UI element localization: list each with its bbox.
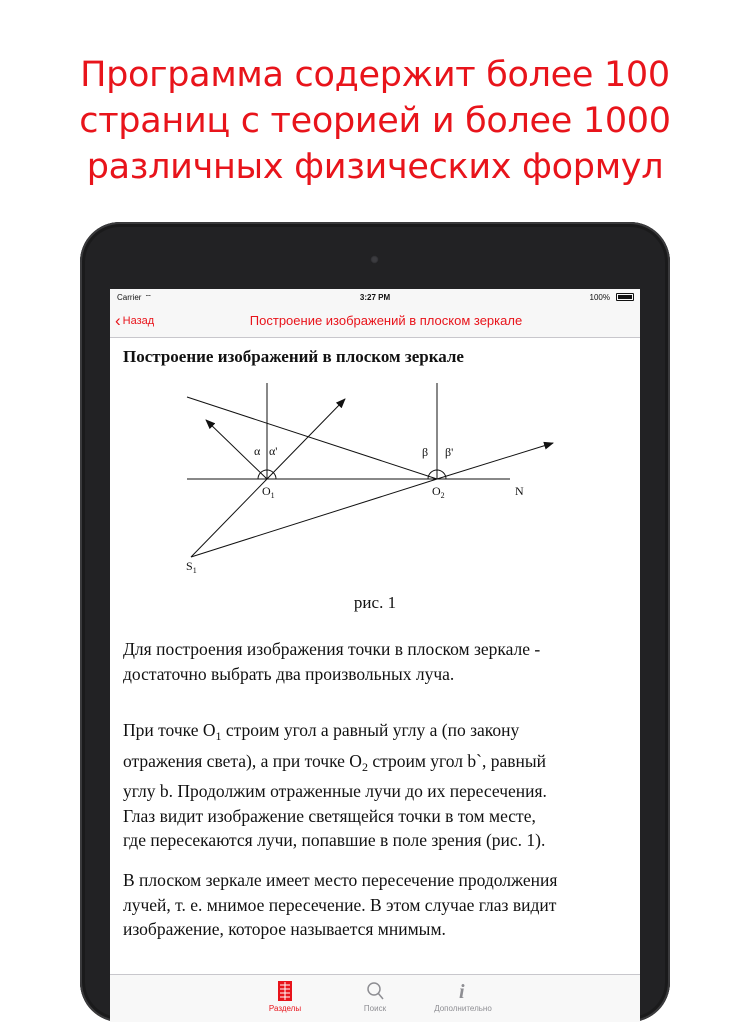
label-beta: β: [422, 445, 429, 459]
label-alpha-prime: α': [269, 444, 278, 458]
paragraph-3: [123, 868, 633, 942]
tab-more-label: Дополнительно: [434, 1004, 492, 1013]
promo-line-2: страниц с теорией и более 1000: [79, 101, 671, 141]
tab-bar: [110, 974, 640, 1022]
carrier-label: Carrier ⌔: [117, 293, 152, 302]
paragraph-1-line-2: достаточно выбрать два произвольных луча.: [123, 663, 455, 684]
status-bar: [110, 289, 640, 305]
paragraph-2-line-3: углу b. Продолжим отраженные лучи до их пересечения.: [123, 781, 547, 801]
label-s1: $S_1$: [186, 559, 197, 575]
reflected-ray-o1: [267, 399, 345, 479]
battery-percent: 100%: [589, 293, 610, 302]
front-camera: [370, 255, 379, 264]
label-beta-prime: β': [445, 445, 454, 459]
promo-line-3: различных физических формул: [86, 147, 664, 187]
battery-icon: [616, 293, 634, 301]
paragraph-2-line-1: При точке $O_1$ строим угол a равный углу a (по закону: [123, 720, 520, 743]
status-time: 3:27 PM: [359, 293, 391, 302]
tab-sections[interactable]: [250, 980, 320, 1013]
figure-caption: рис. 1: [353, 593, 397, 612]
search-icon: [365, 980, 385, 1002]
svg-text:i: i: [459, 981, 465, 1002]
tab-search-label: Поиск: [363, 1004, 387, 1013]
paragraph-3-line-1: В плоском зеркале имеет место пересечение продолжения: [123, 870, 558, 890]
paragraph-1-line-1: Для построения изображения точки в плоском зеркале -: [123, 639, 541, 659]
promo-headline: [0, 52, 750, 190]
tab-sections-label: Разделы: [268, 1004, 302, 1013]
nav-title: Построение изображений в плоском зеркале: [249, 313, 523, 328]
reflected-ray-o2: [437, 443, 553, 479]
mirror-diagram: [110, 338, 640, 588]
back-label: Назад: [122, 315, 155, 327]
paragraph-1: [123, 637, 633, 686]
paragraph-2: [123, 718, 633, 853]
paragraph-3-line-3: изображение, которое называется мнимым.: [123, 919, 446, 939]
ray-s1-o2: [191, 479, 437, 557]
sections-icon: [277, 980, 293, 1002]
label-o2: $O_2$: [432, 484, 445, 500]
tab-more[interactable]: [428, 980, 498, 1013]
tab-search[interactable]: [340, 980, 410, 1013]
paragraph-2-line-4: Глаз видит изображение светящейся точки в том месте,: [123, 805, 536, 826]
paragraph-2-line-5: где пересекаются лучи, попавшие в поле зрения (рис. 1).: [123, 830, 546, 850]
label-n: N: [515, 484, 524, 498]
promo-line-1: Программа содержит более 100: [80, 55, 670, 95]
navigation-bar: [110, 305, 640, 338]
label-alpha: α: [254, 444, 261, 458]
wifi-icon: ⌔: [144, 293, 152, 302]
info-icon: [455, 980, 471, 1002]
paragraph-3-line-2: лучей, т. е. мнимое пересечение. В этом случае глаз видит: [123, 894, 557, 915]
chevron-left-icon: ‹: [115, 311, 121, 330]
article-heading: Построение изображений в плоском зеркале: [123, 347, 464, 366]
tablet-device: [80, 222, 670, 1022]
paragraph-2-line-2: отражения света), а при точке $O_2$ строим угол b`, равный: [123, 750, 546, 774]
app-screen: [110, 289, 640, 1022]
label-o1: $O_1$: [262, 484, 275, 500]
